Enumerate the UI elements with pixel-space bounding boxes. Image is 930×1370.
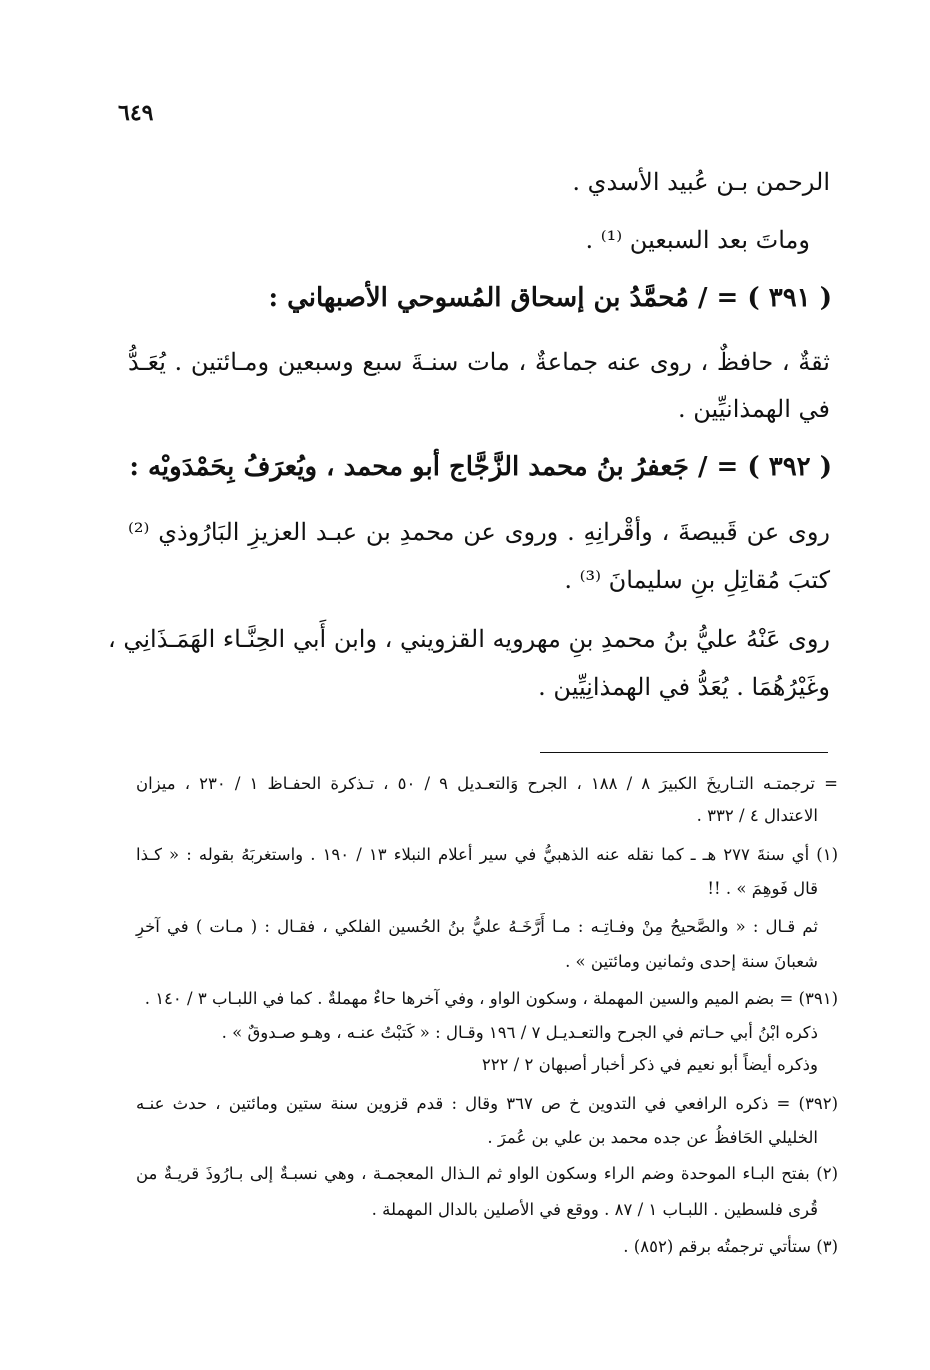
footnote-continuation-line-2: الاعتدال ٤ / ٣٣٢ . <box>696 806 818 825</box>
entry-391-text-line-1: ثقةٌ ، حافظٌ ، روى عنه جماعةٌ ، مات سنـةَ سبع وسبعين ومـائتين . يُعَـدُّ <box>128 348 830 376</box>
body-line-2: وماتَ بعد السبعين ⁽¹⁾ . <box>585 226 810 254</box>
footnote-continuation-line-1: = ترجمتـه التـاريخَ الكبيرَ ٨ / ١٨٨ ، الجرح وَالتعـديل ٩ / ٥٠ ، تـذكرة الحفـاظ ١ / ٢٣٠ ، ميزان <box>136 774 838 793</box>
footnote-391-line-1: (٣٩١) = بضم الميم والسين المهملة ، وسكون الواو ، وفي آخرها حاءٌ مهملةٌ . كما في اللبـاب ٣ / ١٤٠ . <box>144 989 838 1008</box>
entry-392-text-line-2: كتبَ مُقاتِلِ بنِ سليمانَ ⁽³⁾ . <box>564 566 830 594</box>
entry-391-text-line-2: في الهمذانيِّين . <box>678 395 830 423</box>
page-number: ٦٤٩ <box>118 100 154 126</box>
footnote-1b-line-2: شعبانَ سنة إحدى وثمانين ومائتين » . <box>565 952 818 971</box>
entry-392-text-line-1: روى عن قَبيصةَ ، وأقْرانِهِ . وروى عن محمدِ بن عبـد العزيزِ البَارُوذي ⁽²⁾ <box>128 518 830 546</box>
entry-392-heading: ( ٣٩٢ ) = / جَعفرُ بنُ محمد الزَّجَّاج أبو محمد ، ويُعرَفُ بِحَمْدَويْه : <box>129 452 832 482</box>
entry-392-text-line-3: روى عَنْهُ عليُّ بنُ محمدِ بنِ مهرويه القزويني ، وابن أَبي الحِنَّـاء الهَمَـذَانِي ، <box>107 625 830 653</box>
footnote-1b-line-1: ثم قـال : « والصَّحيحُ مِنْ وفـاتِـه : مـا أَرَّخَـهُ عليُّ بنُ الحُسين الفلكي ، فقـال : ( مـات ) في آخرِ <box>136 917 818 936</box>
footnote-divider <box>540 752 828 753</box>
footnote-1-line-2: قال فَوهِمَ » . !! <box>707 879 818 898</box>
footnote-392-line-1: (٣٩٢) = ذكره الرافعي في التدوين خ ص ٣٦٧ وقال : قدم قزوين سنة ستين ومائتين ، حدث عنـه <box>136 1094 838 1113</box>
footnote-391-line-2: ذكره ابْنُ أبي حـاتم في الجرح والتعـديـل ٧ / ١٩٦ وقـال : « كَتبْتُ عنـه ، وهـو صـدوقٌ » . <box>221 1023 818 1042</box>
footnote-1-line-1: (١) أي سنةَ ٢٧٧ هـ ـ كما نقله عنه الذهبيُّ في سير أعلام النبلاء ١٣ / ١٩٠ . واستغربَهُ بقوله : « كـذا <box>136 845 838 864</box>
footnote-392-line-2: الخليلي الحَافظُ عن جده محمد بن علي بن عُمرَ . <box>487 1128 818 1147</box>
entry-392-text-line-4: وغَيْرُهُمَا . يُعَدُّ في الهمذانِيِّين . <box>538 673 830 701</box>
body-line-1: الرحمن بـن عُبيد الأسدي . <box>572 168 830 196</box>
footnote-3-line-1: (٣) ستأتي ترجمتُه برقم (٨٥٢) . <box>623 1237 838 1256</box>
entry-391-heading: ( ٣٩١ ) = / مُحمَّدُ بن إسحاق المُسوحي الأصبهاني : <box>268 283 832 313</box>
footnote-391-line-3: وذكره أيضاً أبو نعيم في ذكر أخبار أصبهان ٢ / ٢٢٢ <box>481 1055 818 1074</box>
footnote-2-line-1: (٢) بفتح البـاء الموحدة وضم الراء وسكون الواو ثم الـذال المعجمـة ، وهي نسبـةٌ إلى بـارُوذَ قريـةٌ من <box>136 1164 838 1183</box>
footnote-2-line-2: قُرى فلسطين . اللبـاب ١ / ٨٧ . ووقع في الأصلين بالدال المهملة . <box>371 1200 818 1219</box>
